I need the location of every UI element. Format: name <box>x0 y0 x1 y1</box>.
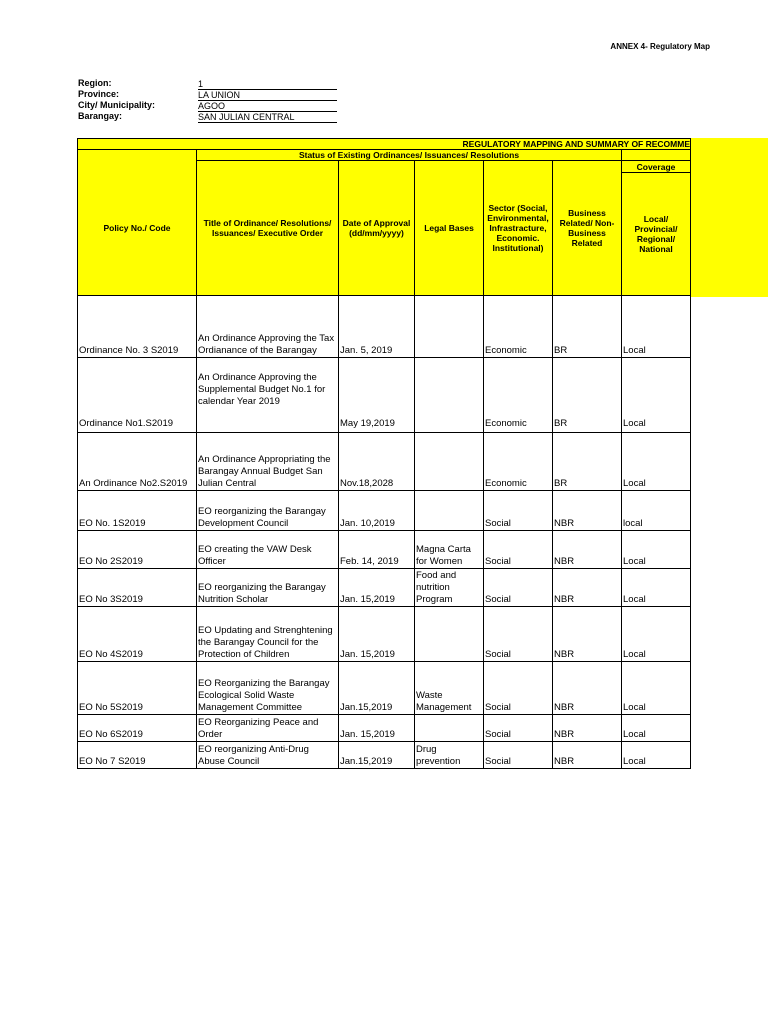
policy-cell: An Ordinance No2.S2019 <box>78 433 197 491</box>
legal-cell <box>415 715 484 742</box>
region-value: 1 <box>198 79 337 90</box>
sector-cell: Social <box>484 715 553 742</box>
table-row <box>78 662 691 715</box>
business-cell: NBR <box>553 569 622 607</box>
coverage-cell: Local <box>622 358 691 433</box>
legal-cell <box>415 296 484 358</box>
date-cell: Jan. 5, 2019 <box>339 296 415 358</box>
region-label: Region: <box>78 78 112 88</box>
coverage-header: Coverage <box>622 161 691 173</box>
policy-cell: EO No 7 S2019 <box>78 742 197 769</box>
barangay-value: SAN JULIAN CENTRAL <box>198 112 337 123</box>
business-cell: BR <box>553 296 622 358</box>
date-cell: Nov.18,2028 <box>339 433 415 491</box>
table-row <box>78 491 691 531</box>
annex-title: ANNEX 4- Regulatory Map <box>610 42 710 51</box>
col-header-sector: Sector (Social, Environmental, Infrastracture, Economic. Institutional) <box>484 161 553 296</box>
table-row <box>78 296 691 358</box>
business-cell: BR <box>553 358 622 433</box>
status-header: Status of Existing Ordinances/ Issuances/ Resolutions <box>197 150 622 161</box>
date-cell: Jan. 10,2019 <box>339 491 415 531</box>
title-cell: EO reorganizing Anti-Drug Abuse Council <box>197 742 339 769</box>
title-cell: EO reorganizing the Barangay Nutrition Scholar <box>197 569 339 607</box>
legal-cell: Drug prevention <box>415 742 484 769</box>
legal-cell: Magna Carta for Women <box>415 531 484 569</box>
policy-cell: EO No 5S2019 <box>78 662 197 715</box>
col-header-title: Title of Ordinance/ Resolutions/ Issuances/ Executive Order <box>197 161 339 296</box>
legal-cell <box>415 433 484 491</box>
legal-cell <box>415 358 484 433</box>
table-row <box>78 715 691 742</box>
legal-cell: Food and nutrition Program <box>415 569 484 607</box>
date-cell: Jan.15,2019 <box>339 662 415 715</box>
legal-cell: Waste Management <box>415 662 484 715</box>
table-row <box>78 569 691 607</box>
regulatory-map-table <box>77 138 691 769</box>
legal-cell <box>415 491 484 531</box>
business-cell: BR <box>553 433 622 491</box>
table-row <box>78 742 691 769</box>
policy-cell: EO No 6S2019 <box>78 715 197 742</box>
title-cell: EO Reorganizing the Barangay Ecological Solid Waste Management Committee <box>197 662 339 715</box>
coverage-cell: Local <box>622 433 691 491</box>
province-label: Province: <box>78 89 120 99</box>
title-cell: EO creating the VAW Desk Officer <box>197 531 339 569</box>
col-header-policy: Policy No./ Code <box>78 161 197 296</box>
title-cell: An Ordinance Approving the Tax Ordianance of the Barangay <box>197 296 339 358</box>
business-cell: NBR <box>553 607 622 662</box>
date-cell: Feb. 14, 2019 <box>339 531 415 569</box>
policy-cell: Ordinance No. 3 S2019 <box>78 296 197 358</box>
policy-cell: EO No 2S2019 <box>78 531 197 569</box>
table-row <box>78 433 691 491</box>
header-spacer-right <box>622 150 691 161</box>
coverage-cell: Local <box>622 531 691 569</box>
business-cell: NBR <box>553 715 622 742</box>
business-cell: NBR <box>553 742 622 769</box>
barangay-label: Barangay: <box>78 111 123 121</box>
sector-cell: Economic <box>484 433 553 491</box>
policy-cell: Ordinance No1.S2019 <box>78 358 197 433</box>
title-cell: EO Updating and Strenghtening the Barangay Council for the Protection of Children <box>197 607 339 662</box>
policy-cell: EO No. 1S2019 <box>78 491 197 531</box>
city-municipality-label: City/ Municipality: <box>78 100 156 110</box>
sector-cell: Social <box>484 607 553 662</box>
col-header-legal: Legal Bases <box>415 161 484 296</box>
coverage-cell: Local <box>622 296 691 358</box>
title-cell: EO Reorganizing Peace and Order <box>197 715 339 742</box>
coverage-cell: Local <box>622 742 691 769</box>
province-value: LA UNION <box>198 90 337 101</box>
coverage-cell: Local <box>622 715 691 742</box>
date-cell: Jan. 15,2019 <box>339 569 415 607</box>
sector-cell: Economic <box>484 296 553 358</box>
header-spacer <box>78 150 197 161</box>
coverage-cell: Local <box>622 662 691 715</box>
col-header-date: Date of Approval (dd/mm/yyyy) <box>339 161 415 296</box>
col-header-business: Business Related/ Non-Business Related <box>553 161 622 296</box>
policy-cell: EO No 3S2019 <box>78 569 197 607</box>
title-cell: EO reorganizing the Barangay Development Council <box>197 491 339 531</box>
table-title: REGULATORY MAPPING AND SUMMARY OF RECOMME <box>78 139 691 150</box>
title-cell: An Ordinance Approving the Supplemental Budget No.1 for calendar Year 2019 <box>197 358 339 433</box>
table-row <box>78 531 691 569</box>
coverage-cell: Local <box>622 607 691 662</box>
business-cell: NBR <box>553 491 622 531</box>
sector-cell: Social <box>484 569 553 607</box>
business-cell: NBR <box>553 662 622 715</box>
date-cell: Jan. 15,2019 <box>339 715 415 742</box>
coverage-cell: local <box>622 491 691 531</box>
sector-cell: Social <box>484 531 553 569</box>
sector-cell: Economic <box>484 358 553 433</box>
title-cell: An Ordinance Appropriating the Barangay Annual Budget San Julian Central <box>197 433 339 491</box>
date-cell: Jan. 15,2019 <box>339 607 415 662</box>
table-row <box>78 358 691 433</box>
header-fill-extension <box>691 138 768 297</box>
legal-cell <box>415 607 484 662</box>
date-cell: May 19,2019 <box>339 358 415 433</box>
coverage-cell: Local <box>622 569 691 607</box>
business-cell: NBR <box>553 531 622 569</box>
sector-cell: Social <box>484 491 553 531</box>
sector-cell: Social <box>484 742 553 769</box>
col-header-coverage: Local/ Provincial/ Regional/ National <box>622 173 691 296</box>
table-row <box>78 607 691 662</box>
policy-cell: EO No 4S2019 <box>78 607 197 662</box>
date-cell: Jan.15,2019 <box>339 742 415 769</box>
city-municipality-value: AGOO <box>198 101 337 112</box>
sector-cell: Social <box>484 662 553 715</box>
